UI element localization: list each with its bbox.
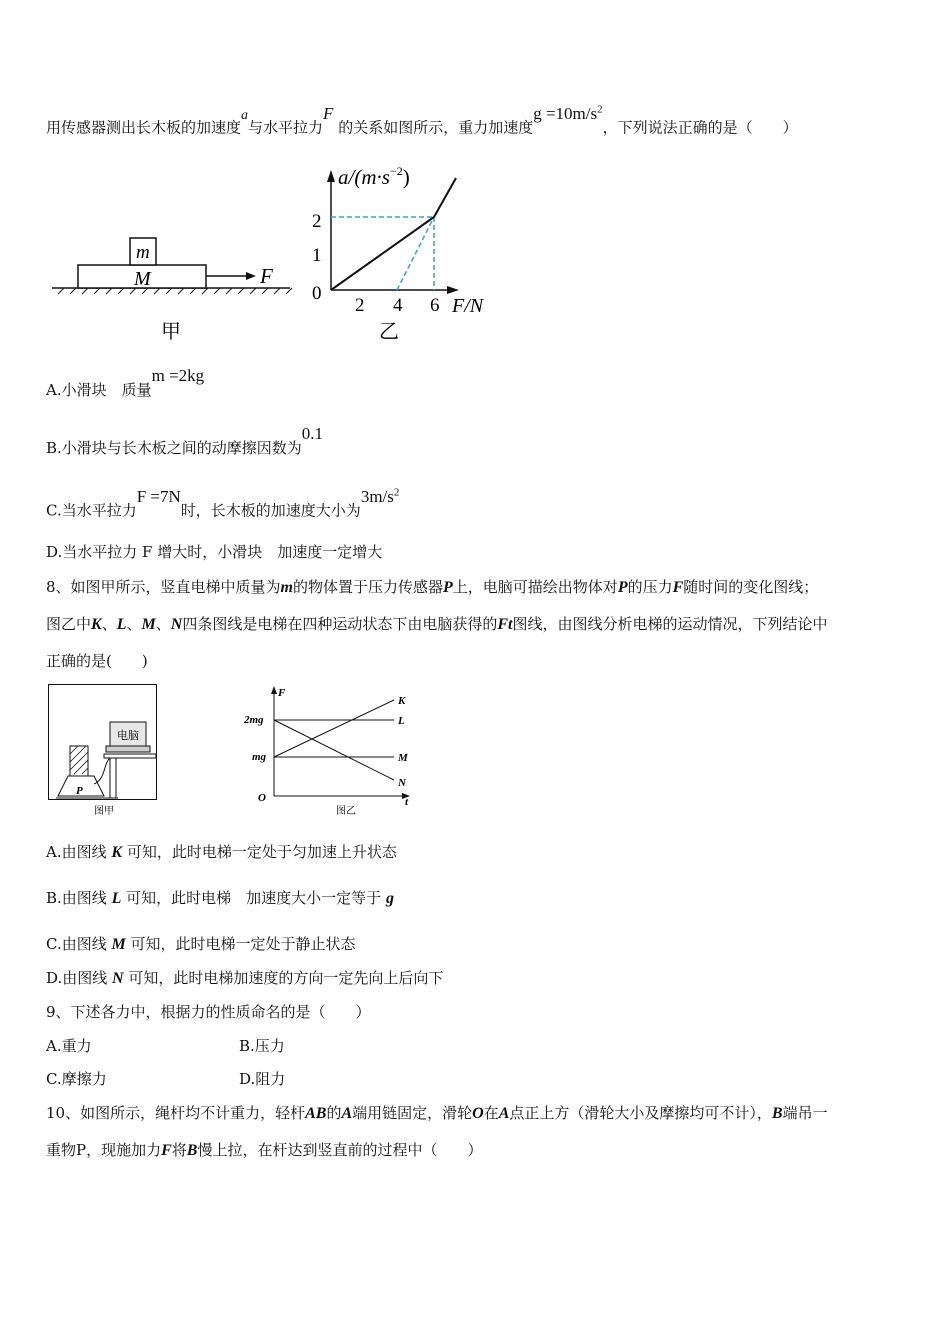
desk-top bbox=[104, 754, 156, 758]
x-tick-4: 4 bbox=[393, 295, 403, 316]
q7-option-b-math: 0.1 bbox=[301, 424, 324, 443]
q7-stem-text-4: ，下列说法正确的是（ ） bbox=[602, 118, 798, 137]
graph-segment-2 bbox=[434, 178, 456, 217]
sensor-P-label: P bbox=[76, 785, 83, 797]
board-M-label: M bbox=[134, 268, 151, 290]
computer-label: 电脑 bbox=[117, 730, 139, 742]
q7-option-c: C.当水平拉力F =7N时，长木板的加速度大小为$3m/s^2$ bbox=[46, 486, 400, 520]
q7-option-c-math2: $3m/s^2$ bbox=[360, 486, 400, 506]
q8-option-c: C.由图线 M 可知，此时电梯一定处于静止状态 bbox=[46, 935, 356, 953]
q8-stem-line2: 图乙中K、L、M、N四条图线是电梯在四种运动状态下由电脑获得的Ft图线，由图线分析电梯的运动情况，下列结论中 bbox=[46, 615, 828, 633]
q7-stem bbox=[46, 103, 798, 140]
q7-stem-text-3: 的关系如图所示，重力加速度 bbox=[338, 118, 534, 137]
ft-origin: O bbox=[258, 792, 266, 804]
y-tick-1: 1 bbox=[312, 245, 322, 266]
q9-option-c: C.摩擦力 bbox=[46, 1070, 107, 1088]
q8-stem-line1: 8、如图甲所示，竖直电梯中质量为m的物体置于压力传感器P上，电脑可描绘出物体对P的压力F随时间的变化图线； bbox=[46, 578, 819, 596]
q7-option-c-math1: F =7N bbox=[136, 486, 181, 506]
block-m-label: m bbox=[136, 242, 150, 263]
q7-option-b: B.小滑块与长木板之间的动摩擦因数为0.1 bbox=[46, 424, 324, 457]
force-F-label: F bbox=[260, 264, 273, 288]
q7-figure-yi bbox=[306, 160, 506, 343]
force-arrow-head bbox=[246, 272, 256, 280]
q7-stem-text-1: 用传感器测出长木板的加速度 bbox=[46, 118, 242, 137]
graph-segment-1 bbox=[331, 217, 434, 290]
caption-yi-8: 图乙 bbox=[336, 806, 356, 817]
q9-option-b: B.压力 bbox=[239, 1037, 285, 1055]
ft-y-label: F bbox=[278, 687, 286, 699]
x-tick-6: 6 bbox=[430, 295, 440, 316]
q7-option-a-math: m =2kg bbox=[151, 366, 205, 385]
q8-option-d: D.由图线 N 可知，此时电梯加速度的方向一定先向上后向下 bbox=[46, 969, 444, 987]
label-N: N bbox=[398, 777, 406, 789]
x-axis-label: F/N bbox=[452, 295, 484, 317]
ft-tick-2mg: 2mg bbox=[244, 714, 264, 726]
label-L: L bbox=[398, 715, 405, 727]
x-axis-arrow bbox=[447, 286, 459, 294]
q8-figure-yi bbox=[244, 684, 424, 824]
y-axis-label: $a/(m\cdot s^{-2})$ bbox=[338, 164, 410, 189]
ft-tick-mg: mg bbox=[252, 751, 267, 763]
ft-x-label: t bbox=[405, 796, 409, 808]
y-axis-arrow bbox=[327, 170, 335, 182]
q7-figure-jia bbox=[48, 168, 308, 348]
keyboard bbox=[106, 746, 150, 752]
q8-figure-jia bbox=[48, 684, 168, 824]
q9-option-a: A.重力 bbox=[46, 1037, 92, 1055]
caption-yi: 乙 bbox=[379, 321, 399, 343]
caption-jia-8: 图甲 bbox=[94, 806, 114, 817]
q8-option-a: A.由图线 K 可知，此时电梯一定处于匀加速上升状态 bbox=[46, 843, 397, 861]
q8-option-b: B.由图线 L 可知，此时电梯 加速度大小一定等于 g bbox=[46, 889, 394, 907]
q10-stem-line1: 10、如图所示，绳杆均不计重力，轻杆AB的A端用链固定，滑轮O在A点正上方（滑轮大小及摩擦均可不计），B端吊一 bbox=[46, 1104, 828, 1122]
q7-stem-text-2: 与水平拉力 bbox=[248, 118, 324, 137]
q10-stem-line2: 重物P，现施加力F将B慢上拉，在杆达到竖直前的过程中（ ） bbox=[46, 1141, 483, 1159]
y-tick-2: 2 bbox=[312, 211, 322, 232]
q7-option-a: A.小滑块 质量m =2kg bbox=[46, 366, 205, 399]
x-tick-2: 2 bbox=[355, 295, 365, 316]
ground-hatching bbox=[58, 288, 292, 294]
q7-var-a: a bbox=[241, 107, 249, 123]
label-K: K bbox=[398, 695, 406, 707]
dashed-extension-line bbox=[397, 217, 434, 290]
q9-stem: 9、下述各力中，根据力的性质命名的是（ ） bbox=[46, 1003, 371, 1021]
q7-gravity: $g =10m/s^2$ bbox=[533, 103, 603, 123]
q7-option-d: D.当水平拉力 F 增大时，小滑块 加速度一定增大 bbox=[46, 543, 383, 561]
q7-var-F: F bbox=[323, 103, 334, 123]
origin-label: 0 bbox=[312, 283, 322, 304]
caption-jia: 甲 bbox=[161, 321, 181, 343]
q8-stem-line3: 正确的是( ) bbox=[46, 652, 148, 670]
q9-option-d: D.阻力 bbox=[239, 1070, 286, 1088]
label-M: M bbox=[398, 752, 408, 764]
